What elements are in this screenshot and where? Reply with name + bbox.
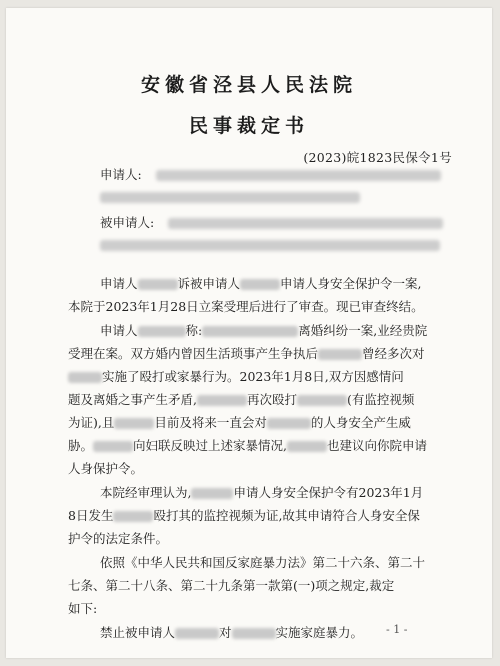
redacted-name	[175, 628, 219, 639]
paragraph-line: 禁止被申请人 对 实施家庭暴力。	[100, 625, 364, 640]
paragraph-line: 如下:	[68, 601, 98, 616]
redacted-name	[138, 326, 186, 337]
redacted-name	[93, 441, 133, 452]
paragraph-line: 实施了殴打或家暴行为。2023年1月8日,双方因感情问	[68, 368, 404, 386]
redacted-name	[318, 349, 362, 360]
redacted-name	[240, 279, 280, 290]
paragraph-line: 受理在案。双方婚内曾因生活琐事产生争执后 曾经多次对	[68, 346, 425, 361]
redacted-name	[287, 441, 327, 452]
document-title: 民事裁定书	[188, 115, 309, 137]
redacted-name	[297, 395, 347, 406]
applicant-label: 申请人:	[100, 167, 142, 182]
redacted-applicant-info	[100, 192, 360, 203]
paragraph-line: 胁。 向妇联反映过上述家暴情况, 也建议向你院申请	[68, 438, 428, 453]
paragraph-line: 申请人 称: 离婚纠纷一案,业经贵院	[100, 323, 428, 338]
redacted-name	[197, 395, 247, 406]
redacted-name	[138, 279, 178, 290]
respondent-label: 被申请人:	[100, 215, 155, 230]
case-number: (2023)皖1823民保令1号	[303, 150, 452, 165]
redacted-respondent-info	[100, 240, 440, 251]
paragraph-line: 本院经审理认为, 申请人身安全保护令有2023年1月	[100, 485, 424, 500]
redacted-name	[202, 326, 298, 337]
paragraph-line: 本院于2023年1月28日立案受理后进行了审查。现已审查终结。	[68, 299, 424, 314]
paragraph-line: 护令的法定条件。	[68, 531, 169, 546]
court-title: 安徽省泾县人民法院	[140, 74, 357, 96]
redacted-name	[114, 418, 154, 429]
redacted-name	[191, 488, 233, 499]
paragraph-line: 依照《中华人民共和国反家庭暴力法》第二十六条、第二十	[100, 555, 426, 570]
redacted-name	[113, 511, 153, 522]
document-page	[6, 8, 492, 658]
paragraph-line: 8日发生 殴打其的监控视频为证,故其申请符合人身安全保	[68, 508, 420, 523]
page-number: - 1 -	[386, 623, 408, 636]
redacted-respondent-info	[168, 218, 443, 229]
paragraph-line: 七条、第二十八条、第二十九条第一款第(一)项之规定,裁定	[68, 578, 395, 593]
redacted-name	[68, 372, 102, 383]
paragraph-line: 题及离婚之事产生矛盾, 再次殴打 (有监控视频	[68, 392, 415, 407]
redacted-applicant-info	[156, 170, 441, 181]
paragraph-line: 为证),且 目前及将来一直会对 的人身安全产生威	[68, 415, 411, 430]
paragraph-line: 申请人 诉被申请人 申请人身安全保护令一案,	[100, 276, 422, 291]
redacted-name	[267, 418, 311, 429]
redacted-name	[232, 628, 276, 639]
paragraph-line: 人身保护令。	[68, 461, 144, 476]
